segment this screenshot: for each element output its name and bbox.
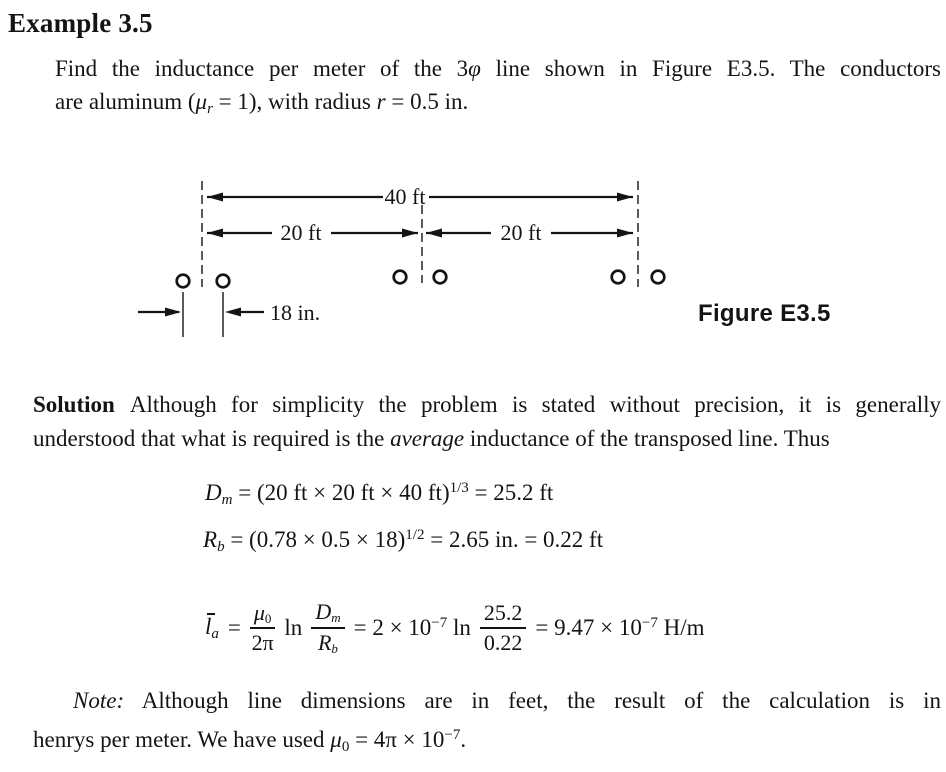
figure-caption: Figure E3.5 xyxy=(698,300,831,327)
mu-r-symbol: μ xyxy=(195,89,208,114)
dim-20ft-right-label: 20 ft xyxy=(500,220,542,245)
mu0-symbol: μ xyxy=(330,727,342,752)
note-line-2: henrys per meter. We have used $\mu_0 = 4\pi \times 10^{-7}$. xyxy=(33,727,467,755)
solution-line-2: understood that what is required is the average inductance of the transposed line. Thus xyxy=(33,426,830,451)
solution-paragraph xyxy=(33,388,941,456)
variable-la: $l_a$ xyxy=(205,613,219,642)
note-paragraph xyxy=(33,684,941,764)
dim-20ft-left-label: 20 ft xyxy=(280,220,322,245)
dimension-20ft-left xyxy=(207,220,418,245)
arrowhead-right-icon xyxy=(617,229,633,238)
radius-variable: r xyxy=(376,89,386,114)
conductor-icon xyxy=(394,271,407,284)
solution-line-1: Solution Although for simplicity the problem is stated without precision, it is generally xyxy=(33,392,941,417)
fraction-mu0-2pi: $\frac{\mu_0}{2\pi}$ xyxy=(251,599,274,656)
ln-operator: ln xyxy=(453,615,471,640)
conductor-bundles xyxy=(177,271,665,288)
equation-dm: $D_m = (20$ ft × 20 ft × 40 ft)$^{1/3}$ = 25.2 ft xyxy=(205,480,554,508)
dim-40ft-label: 40 ft xyxy=(384,184,426,209)
conductor-icon xyxy=(612,271,625,284)
fraction-25-022: $\frac{25.2}{0.22}$ xyxy=(480,600,527,657)
conductor-icon xyxy=(652,271,665,284)
fraction-dm-rb: $\frac{D_m}{R_b}$ xyxy=(311,599,344,656)
dim-18in-label: 18 in. xyxy=(270,300,321,325)
conductor-icon xyxy=(434,271,447,284)
problem-line-1: Find the inductance per meter of the 3φ line shown in Figure E3.5. The conductors xyxy=(55,56,941,81)
ln-operator: ln xyxy=(284,615,303,640)
emphasis-average: average xyxy=(390,426,465,451)
phi-symbol: φ xyxy=(468,56,481,81)
problem-paragraph xyxy=(55,52,941,126)
equation-la: $l_a$ = $\frac{\mu_0}{2\pi}$ ln $\frac{D_m}{R_b}$ = $2 \times 10^{-7}$ ln $\frac{25.2}{0.22}$ = $9.47 \times 10^{-7}$ H/m xyxy=(205,599,705,656)
equation-rb: $R_b = (0.78 \times 0.5 \times 18)^{1/2} = 2.65$ in. = 0.22 ft xyxy=(203,527,604,555)
arrowhead-right-icon xyxy=(402,229,418,238)
dimension-40ft xyxy=(207,184,633,209)
page-title: Example 3.5 xyxy=(8,8,153,38)
note-label: Note: xyxy=(73,688,125,713)
dimension-18in xyxy=(138,292,320,337)
solution-label: Solution xyxy=(33,392,115,417)
arrowhead-right-icon xyxy=(165,308,181,317)
note-line-1: Note: Although line dimensions are in feet, the result of the calculation is in xyxy=(73,688,941,713)
conductor-icon xyxy=(217,275,230,288)
variable-Rb: R xyxy=(203,527,218,552)
variable-Dm: D xyxy=(205,480,222,505)
arrowhead-right-icon xyxy=(617,193,633,202)
unit-hm: H/m xyxy=(657,615,705,640)
conductor-icon xyxy=(177,275,190,288)
dimension-20ft-right xyxy=(426,220,633,245)
arrowhead-left-icon xyxy=(225,308,241,317)
problem-line-2: are aluminum $(\mu_r = 1)$, with radius r = 0.5 in. xyxy=(55,89,469,117)
